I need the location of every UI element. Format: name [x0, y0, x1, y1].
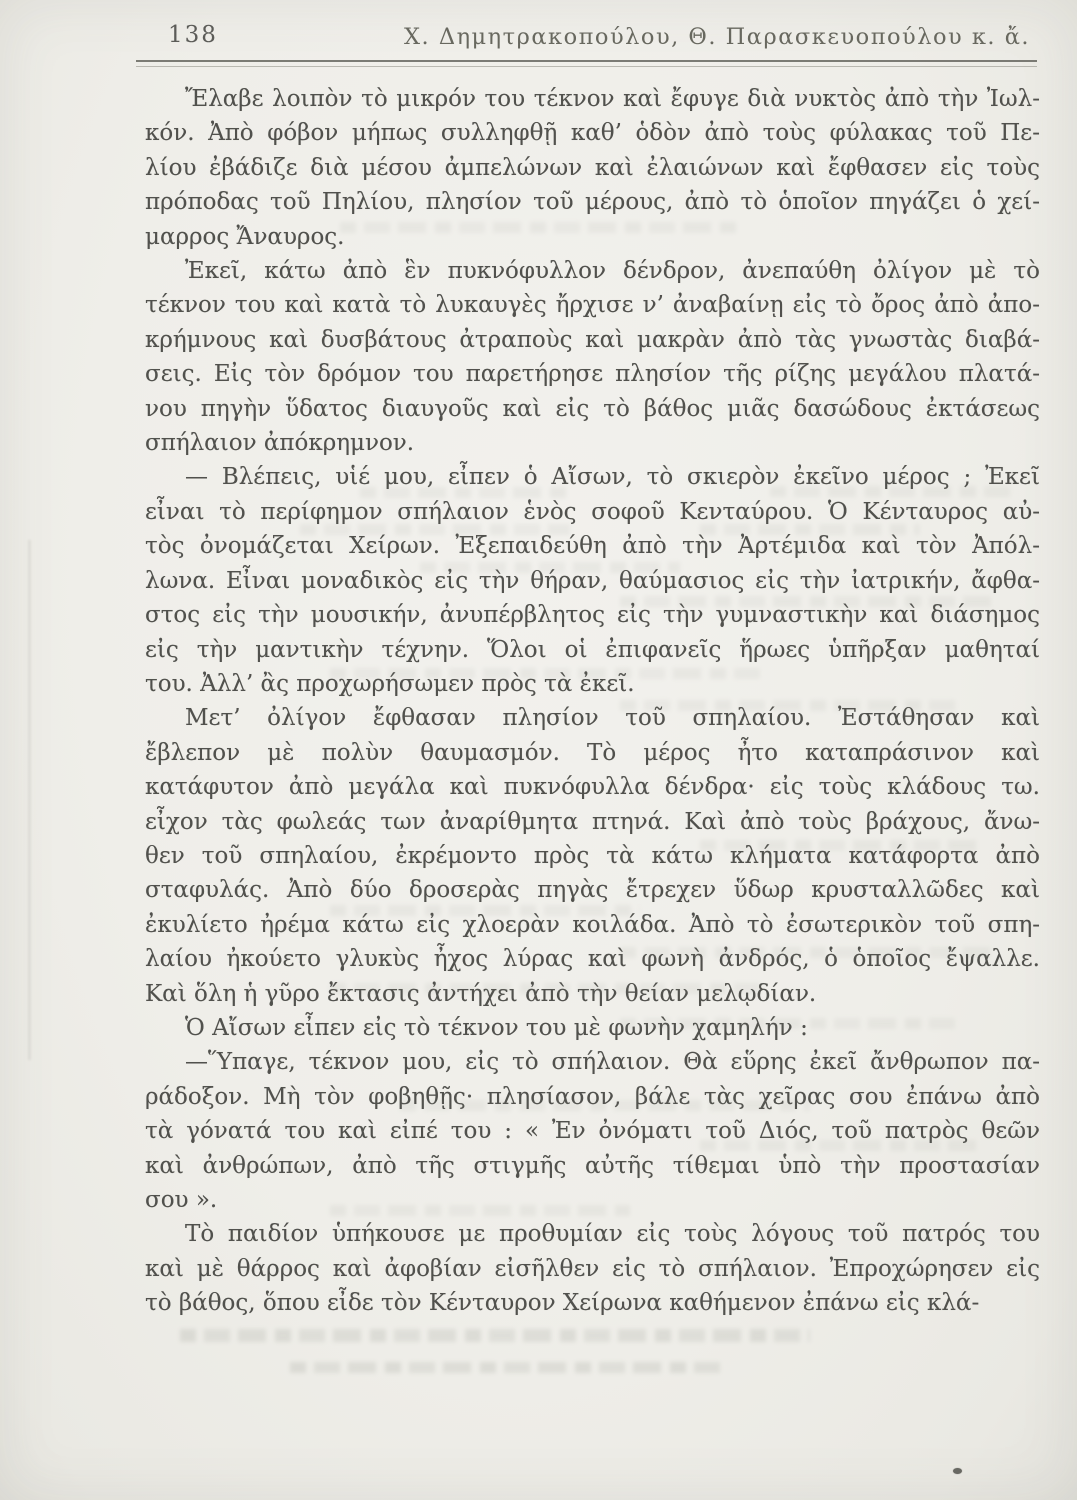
paragraph: [145, 82, 1040, 254]
text-line: νου πηγὴν ὕδατος διαυγοῦς καὶ εἰς τὸ βάθος μιᾶς δασώδους ἐκτάσεως: [145, 395, 1040, 422]
paragraph-dialogue: [145, 1045, 1040, 1217]
text-line: ἐκυλίετο ἠρέμα κάτω εἰς χλοερὰν κοιλάδα. Ἀπὸ τὸ ἐσωτερικὸν τοῦ σπη-: [145, 911, 1040, 938]
text-line: τὸς ὀνομάζεται Χείρων. Ἐξεπαιδεύθη ἀπὸ τὴν Ἀρτέμιδα καὶ τὸν Ἀπόλ-: [145, 533, 1040, 560]
text-line: λίου ἐβάδιζε διὰ μέσου ἀμπελώνων καὶ ἐλαιώνων καὶ ἔφθασεν εἰς τοὺς: [145, 154, 1040, 181]
page-number: 138: [168, 22, 218, 48]
text-line: καὶ μὲ θάρρος καὶ ἀφοβίαν εἰσῆλθεν εἰς τὸ σπήλαιον. Ἐπροχώρησεν εἰς: [145, 1255, 1040, 1282]
text-line: εἶχον τὰς φωλεάς των ἀναρίθμητα πτηνά. Καὶ ἀπὸ τοὺς βράχους, ἄνω-: [145, 808, 1040, 835]
text-line: τέκνον του καὶ κατὰ τὸ λυκαυγὲς ἤρχισε ν’ ἀναβαίνῃ εἰς τὸ ὄρος ἀπὸ ἀπο-: [145, 292, 1040, 319]
text-line: τὰ γόνατά του καὶ εἰπέ του : « Ἐν ὀνόματι τοῦ Διός, τοῦ πατρὸς θεῶν: [145, 1118, 1040, 1145]
text-line: Ἐκεῖ, κάτω ἀπὸ ἓν πυκνόφυλλον δένδρον, ἀνεπαύθη ὀλίγον μὲ τὸ: [185, 258, 1040, 285]
text-line: μαρρος Ἄναυρος.: [145, 223, 345, 250]
text-line: εἰς τὴν μαντικὴν τέχνην. Ὅλοι οἱ ἐπιφανεῖς ἥρωες ὑπῆρξαν μαθηταί: [145, 636, 1040, 663]
paragraph: [145, 254, 1040, 460]
text-line: Μετ’ ὀλίγον ἔφθασαν πλησίον τοῦ σπηλαίου. Ἐστάθησαν καὶ: [185, 705, 1040, 732]
paragraph-dialogue: [145, 460, 1040, 701]
ink-speck: [953, 1468, 962, 1474]
text-line: ἔβλεπον μὲ πολὺν θαυμασμόν. Τὸ μέρος ἦτο καταπράσινον καὶ: [145, 739, 1040, 766]
text-line: θεν τοῦ σπηλαίου, ἐκρέμοντο πρὸς τὰ κάτω κλήματα κατάφορτα ἀπὸ: [145, 842, 1040, 869]
bleed-through-mark: [180, 1329, 810, 1342]
running-header: Χ. Δημητρακοπούλου, Θ. Παρασκευοπούλου κ. ἄ.: [404, 24, 1031, 50]
bleed-through-mark: [290, 1362, 720, 1373]
text-line: Ὁ Αἴσων εἶπεν εἰς τὸ τέκνον του μὲ φωνὴν χαμηλήν :: [185, 1014, 808, 1041]
paragraph: [145, 701, 1040, 1011]
text-line: ράδοξον. Μὴ τὸν φοβηθῇς· πλησίασον, βάλε τὰς χεῖρας σου ἐπάνω ἀπὸ: [145, 1083, 1040, 1110]
text-line: — Βλέπεις, υἱέ μου, εἶπεν ὁ Αἴσων, τὸ σκιερὸν ἐκεῖνο μέρος ; Ἐκεῖ: [185, 464, 1040, 491]
text-line: πρόποδας τοῦ Πηλίου, πλησίον τοῦ μέρους, ἀπὸ τὸ ὁποῖον πηγάζει ὁ χεί-: [145, 189, 1040, 216]
text-line: κρήμνους καὶ δυσβάτους ἀτραποὺς καὶ μακρὰν ἀπὸ τὰς γνωστὰς διαβά-: [145, 326, 1040, 353]
text-line: λαίου ἠκούετο γλυκὺς ἦχος λύρας καὶ φωνὴ ἀνδρός, ὁ ὁποῖος ἔψαλλε.: [145, 946, 1040, 973]
paragraph: [145, 1011, 1040, 1045]
text-line: λωνα. Εἶναι μοναδικὸς εἰς τὴν θήραν, θαύμασιος εἰς τὴν ἰατρικήν, ἄφθα-: [145, 567, 1040, 594]
header-rule: [136, 60, 1037, 67]
text-line: Καὶ ὅλη ἡ γῦρο ἔκτασις ἀντήχει ἀπὸ τὴν θείαν μελῳδίαν.: [145, 980, 817, 1007]
text-line: καὶ ἀνθρώπων, ἀπὸ τῆς στιγμῆς αὐτῆς τίθεμαι ὑπὸ τὴν προστασίαν: [145, 1152, 1040, 1179]
text-line: κατάφυτον ἀπὸ μεγάλα καὶ πυκνόφυλλα δένδρα· εἰς τοὺς κλάδους τω.: [145, 774, 1040, 801]
text-line: τὸ βάθος, ὅπου εἶδε τὸν Κένταυρον Χείρωνα καθήμενον ἐπάνω εἰς κλά-: [145, 1290, 980, 1317]
text-line: κόν. Ἀπὸ φόβον μήπως συλληφθῇ καθ’ ὁδὸν ἀπὸ τοὺς φύλακας τοῦ Πε-: [145, 120, 1040, 147]
text-line: —Ὕπαγε, τέκνον μου, εἰς τὸ σπήλαιον. Θὰ εὕρης ἐκεῖ ἄνθρωπον πα-: [185, 1049, 1040, 1076]
page-fold-shadow: [28, 540, 31, 1060]
text-line: στος εἰς τὴν μουσικήν, ἀνυπέρβλητος εἰς τὴν γυμναστικὴν καὶ διάσημος: [145, 602, 1040, 629]
text-line: Τὸ παιδίον ὑπήκουσε με προθυμίαν εἰς τοὺς λόγους τοῦ πατρός του: [185, 1221, 1040, 1248]
paragraph: [145, 1217, 1040, 1320]
text-line: σταφυλάς. Ἀπὸ δύο δροσερὰς πηγὰς ἔτρεχεν ὕδωρ κρυσταλλῶδες καὶ: [145, 877, 1040, 904]
text-line: εἶναι τὸ περίφημον σπήλαιον ἑνὸς σοφοῦ Κενταύρου. Ὁ Κένταυρος αὐ-: [145, 498, 1040, 525]
text-line: σου ».: [145, 1187, 218, 1213]
text-line: του. Ἀλλ’ ἂς προχωρήσωμεν πρὸς τὰ ἐκεῖ.: [145, 670, 635, 697]
page-body: [145, 82, 1040, 1321]
text-line: σεις. Εἰς τὸν δρόμον του παρετήρησε πλησίον τῆς ρίζης μεγάλου πλατά-: [145, 361, 1040, 388]
text-line: σπήλαιον ἀπόκρημνον.: [145, 430, 415, 457]
text-line: Ἔλαβε λοιπὸν τὸ μικρόν του τέκνον καὶ ἔφυγε διὰ νυκτὸς ἀπὸ τὴν Ἰωλ-: [185, 86, 1040, 112]
